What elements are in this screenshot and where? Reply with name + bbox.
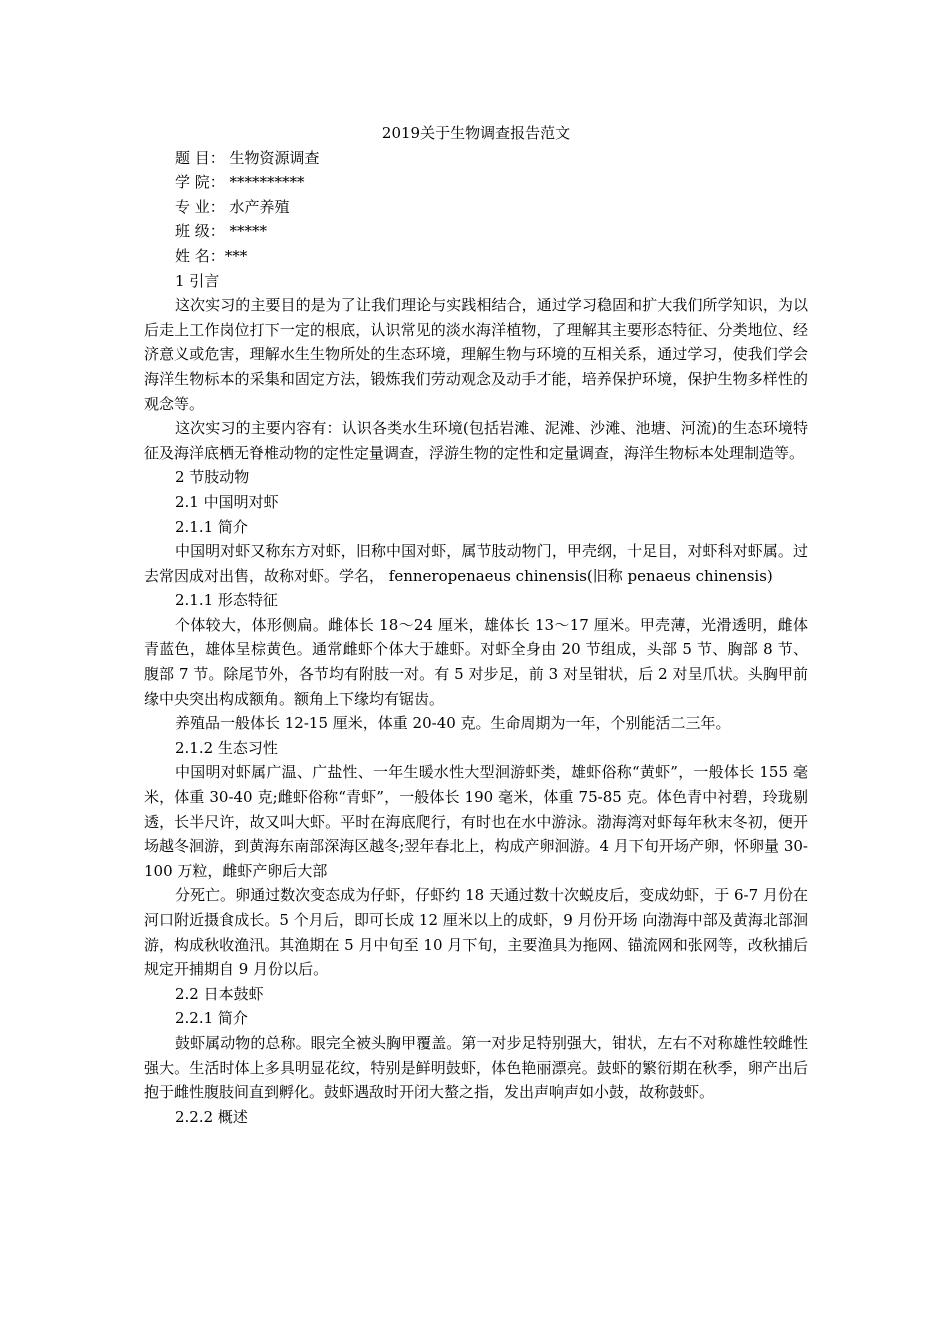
info-college: 学 院： ********** bbox=[175, 173, 305, 192]
heading-shrimp-morphology: 2.1.1 形态特征 bbox=[175, 591, 278, 610]
heading-snapping-shrimp: 2.2 日本鼓虾 bbox=[175, 984, 264, 1003]
shrimp-ecology-paragraph-1: 中国明对虾属广温、广盐性、一年生暖水性大型洄游虾类，雄虾俗称“黄虾”，一般体长 155 毫米，体重 30-40 克;雌虾俗称“青虾”，一般体长 190 毫米，体重 75-85 克。体色青中衬碧，玲珑剔透，长半尺许，故又叫大虾。平时在海底爬行，有时也在水中游泳。渤海湾对虾每年秋末冬初，便开场越冬洄游，到黄海东南部深海区越冬;翌年春北上，构成产卵洄游。4 月下旬开场产卵，怀卵量 30-100 万粒，雌虾产卵后大部 bbox=[144, 763, 808, 880]
info-major: 专 业： 水产养殖 bbox=[175, 197, 290, 216]
document-title: 2019关于生物调查报告范文 bbox=[381, 124, 571, 142]
heading-shrimp-intro: 2.1.1 简介 bbox=[175, 517, 248, 536]
snapping-shrimp-paragraph: 鼓虾属动物的总称。眼完全被头胸甲覆盖。第一对步足特别强大，钳状，左右不对称雄性较雌性强大。生活时体上多具明显花纹，特别是鲜明鼓虾，体色艳丽漂亮。鼓虾的繁衍期在秋季，卵产出后抱于雌性腹肢间直到孵化。鼓虾遇敌时开闭大螯之指，发出声响声如小鼓，故称鼓虾。 bbox=[144, 1033, 808, 1102]
heading-shrimp-ecology: 2.1.2 生态习性 bbox=[175, 738, 278, 757]
document-page bbox=[144, 121, 808, 1129]
info-name: 姓 名：*** bbox=[175, 246, 248, 265]
intro-paragraph-1: 这次实习的主要目的是为了让我们理论与实践相结合，通过学习稳固和扩大我们所学知识，为以后走上工作岗位打下一定的根底，认识常见的淡水海洋植物，了理解其主要形态特征、分类地位、经济意义或危害，理解水生生物所处的生态环境，理解生物与环境的互相关系，通过学习，使我们学会海洋生物标本的采集和固定方法，锻炼我们劳动观念及动手才能，培养保护环境，保护生物多样性的观念等。 bbox=[144, 296, 808, 413]
intro-paragraph-2: 这次实习的主要内容有：认识各类水生环境(包括岩滩、泥滩、沙滩、池塘、河流)的生态环境特征及海洋底栖无脊椎动物的定性定量调查，浮游生物的定性和定量调查，海洋生物标本处理制造等。 bbox=[144, 419, 808, 462]
shrimp-intro-paragraph: 中国明对虾又称东方对虾，旧称中国对虾，属节肢动物门，甲壳纲，十足目，对虾科对虾属。过去常因成对出售，故称对虾。学名， fenneropenaeus chinensis(旧称 penaeus chinensis) bbox=[144, 542, 808, 585]
info-topic: 题 目： 生物资源调查 bbox=[175, 148, 320, 167]
heading-chinese-shrimp: 2.1 中国明对虾 bbox=[175, 492, 279, 511]
shrimp-ecology-paragraph-2: 分死亡。卵通过数次变态成为仔虾，仔虾约 18 天通过数十次蜕皮后，变成幼虾，于 6-7 月份在河口附近摄食成长。5 个月后，即可长成 12 厘米以上的成虾，9 月份开场 向渤海中部及黄海北部洄游，构成秋收渔汛。其渔期在 5 月中旬至 10 月下旬，主要渔具为拖网、锚流网和张网等，改秋捕后规定开捕期自 9 月份以后。 bbox=[144, 886, 808, 979]
heading-arthropods: 2 节肢动物 bbox=[175, 468, 250, 487]
heading-snapping-shrimp-overview: 2.2.2 概述 bbox=[175, 1107, 248, 1126]
heading-snapping-shrimp-intro: 2.2.1 简介 bbox=[175, 1009, 248, 1028]
shrimp-morphology-paragraph: 个体较大，体形侧扁。雌体长 18～24 厘米，雄体长 13～17 厘米。甲壳薄，光滑透明，雌体青蓝色，雄体呈棕黄色。通常雌虾个体大于雄虾。对虾全身由 20 节组成，头部 5 节、胸部 8 节、腹部 7 节。除尾节外，各节均有附肢一对。有 5 对步足，前 3 对呈钳状，后 2 对呈爪状。头胸甲前缘中央突出构成额角。额角上下缘均有锯齿。 bbox=[144, 615, 808, 708]
heading-introduction: 1 引言 bbox=[175, 271, 220, 290]
info-class: 班 级： ***** bbox=[175, 222, 268, 241]
shrimp-size-paragraph: 养殖品一般体长 12-15 厘米，体重 20-40 克。生命周期为一年，个别能活二三年。 bbox=[175, 714, 731, 733]
